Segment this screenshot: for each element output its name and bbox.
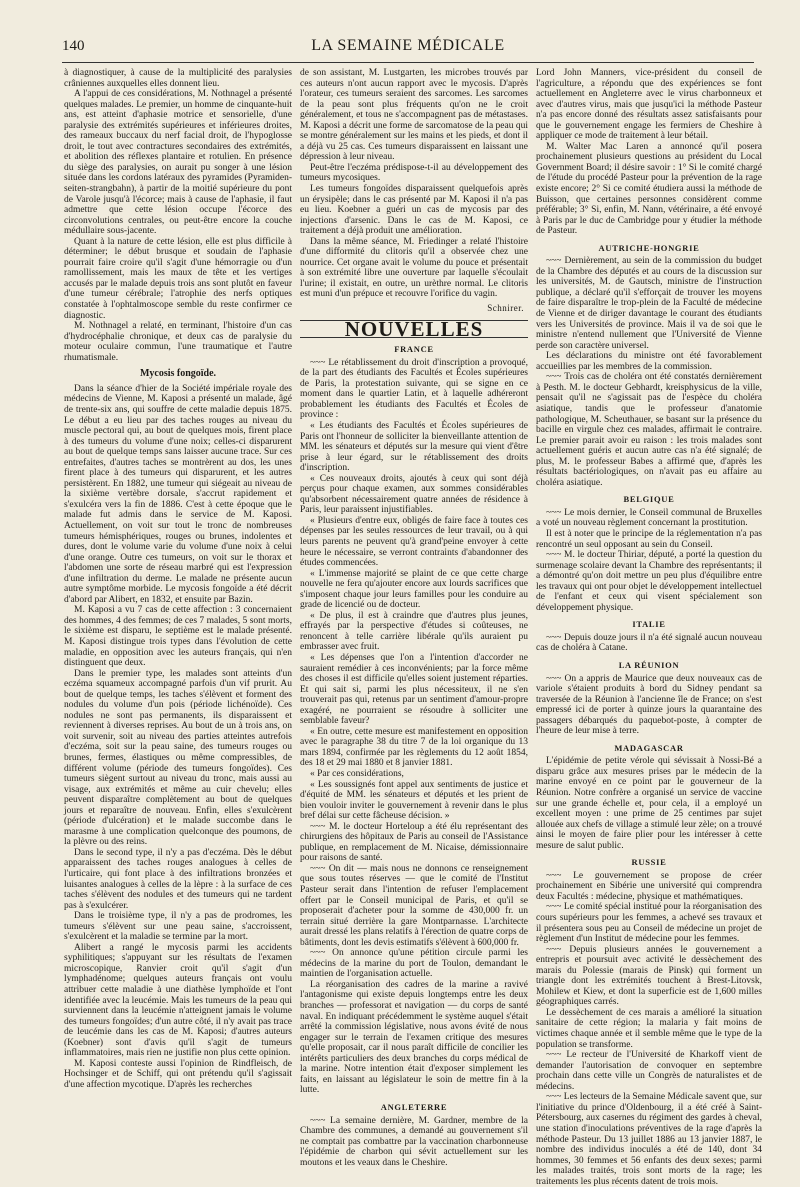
paragraph: Alibert a rangé le mycosis parmi les accidents syphilitiques; s'appuyant sur les résultats de l'examen microscopique, Ranvier croit qu'il s'agit d'un lymphadénome; quelques auteurs français ont voulu attribuer cette maladie à une diathèse lymphoïde et l'ont identifiée avec la leucémie. Mais les tumeurs de la peau qui surviennent dans la leucémie n'atteignent jamais le volume des tumeurs fongoïdes; d'un autre côté, il n'y avait pas trace de leucémie dans les cas de M. Kaposi; d'autres auteurs (Koebner) sont d'avis qu'il s'agit de tumeurs inflammatoires, mais rien ne justifie non plus cette opinion. — [64, 942, 292, 1059]
paragraph: Quant à la nature de cette lésion, elle est plus difficile à déterminer; le début brusque et soudain de l'aphasie pourrait faire croire qu'il s'agit d'une hémorragie ou d'un ramollissement, mais les maux de tête et les vertiges accusés par le malade depuis trois ans sont plutôt en faveur d'une tumeur cérébrale; l'atrophie des nerfs optiques constatée à l'ophtalmoscope semble du reste confirmer ce diagnostic. — [64, 236, 292, 321]
signature: Schnirer. — [487, 303, 524, 314]
paragraph: ~~~ La semaine dernière, M. Gardner, membre de la Chambre des communes, a demandé au gouvernement s'il ne comptait pas combattre par la vaccination charbonneuse l'épidémie de charbon qui sévit actuellement sur les moutons et les veaux dans le Cheshire. — [300, 1115, 528, 1168]
country-heading: BELGIQUE — [623, 494, 675, 505]
paragraph: « Les étudiants des Facultés et Écoles supérieures de Paris ont l'honneur de solliciter la bienveillante attention de MM. les sénateurs et députés sur la mesure qui vient d'être prise à leur égard, sur le rétablissement des droits d'inscription. — [300, 420, 528, 474]
paragraph: M. Kaposi a vu 7 cas de cette affection : 3 concernaient des hommes, 4 des femmes; de ces 7 malades, 5 sont morts, le sixième est disparu, le septième est le malade présenté. M. Kaposi distingue trois types dans l'évolution de cette maladie, en opposition avec les auteurs français, qui n'en distinguent que deux. — [64, 605, 292, 669]
paragraph: Dans le second type, il n'y a pas d'eczéma. Dès le début apparaissent des taches rouges analogues à celles de l'urticaire, qui font place à des infiltrations bronzées et luisantes analogues à celles de la lèpre : à la surface de ces taches s'élèvent des nodules et des tumeurs qui ne tardent pas à s'exulcérer. — [64, 847, 292, 911]
paragraph: « Les soussignés font appel aux sentiments de justice et d'équité de MM. les sénateurs et députés et les prient de bien vouloir inviter le gouvernement à revenir dans le plus bref délai sur cette fâcheuse décision. » — [300, 779, 528, 822]
paragraph: ~~~ Depuis plusieurs années le gouvernement a entrepris et poursuit avec activité le dessèchement des marais du Polessie (marais de Pinsk) qui forment un triangle dont les extrémités touchent à Brest-Litovsk, Mohilew et Kiew, et dont la superficie est de 1,600 milles géographiques carrés. — [536, 944, 762, 1008]
paragraph: ~~~ On a appris de Maurice que deux nouveaux cas de variole s'étaient produits à bord du Sidney pendant sa traversée de la Réunion à l'ancienne île de France; on s'est empressé ici de porter à quinze jours la quarantaine des passagers débarqués du paquebot-poste, à compter de l'heure de leur mise à terre. — [536, 673, 762, 737]
paragraph: ~~~ Le rétablissement du droit d'inscription a provoqué, de la part des étudiants des Facultés et Écoles supérieures de Paris, la protestation suivante, qui se signe en ce moment dans le quartier Latin, et à laquelle adhéreront probablement les étudiants des Facultés et Écoles de province : — [300, 357, 528, 421]
paragraph: L'épidémie de petite vérole qui sévissait à Nossi-Bé a disparu grâce aux mesures prises par le médecin de la marine envoyé en ce point par le gouverneur de la Réunion. Notre confrère a organisé un service de vaccine sur une grande échelle et, pour cela, il a employé un excellent moyen : une prime de 25 centimes par sujet allouée aux chefs de village a stimulé leur zèle; on a trouvé ainsi le moyen de faire plier pour les intéresser à cette mesure de salut public. — [536, 756, 762, 851]
paragraph: Le dessèchement de ces marais a amélioré la situation sanitaire de cette région; la malaria y fait moins de victimes chaque année et il semble même que le type de la population se transforme. — [536, 1007, 762, 1050]
paragraph: Peut-être l'eczéma prédispose-t-il au développement des tumeurs mycosiques. — [300, 162, 528, 184]
header-rule — [62, 62, 754, 63]
column-right — [536, 68, 762, 1187]
paragraph: Dans le premier type, les malades sont atteints d'un eczéma squameux accompagné parfois d'un vif prurit. Au bout de quelque temps, les taches s'élèvent et forment des nodules du volume d'un pois (période lichénoïde). Ces nodules ne sont pas permanents, ils disparaissent et reviennent à diverses reprises. Au bout de un à trois ans, on voit survenir, soit au niveau des parties atteintes autrefois d'eczéma, soit sur la peau saine, des tumeurs rouges ou brunes, fermes, élastiques ou même compressibles, de différent volume (période des tumeurs fongoïdes). Ces tumeurs siègent surtout au niveau du tronc, mais aussi au visage, aux extrémités et même au cuir chevelu; elles peuvent disparaître complètement au bout de quelques jours et reparaître de nouveau. Enfin, elles s'exulcèrent (période d'ulcération) et le malade succombe dans le marasme à une complication quelconque des poumons, de la plèvre ou des reins. — [64, 668, 292, 848]
paragraph: « En outre, cette mesure est manifestement en opposition avec le paragraphe 38 du titre 7 de la loi organique du 13 mars 1894, confirmée par les règlements du 12 août 1854, des 18 et 29 mai 1880 et 8 janvier 1881. — [300, 726, 528, 769]
paragraph: ~~~ On annonce qu'une pétition circule parmi les médecins de la marine du port de Toulon, demandant le maintien de l'organisation actuelle. — [300, 948, 528, 980]
journal-title: LA SEMAINE MÉDICALE — [311, 37, 505, 54]
paragraph: A l'appui de ces considérations, M. Nothnagel a présenté quelques malades. Le premier, un homme de cinquante-huit ans, est atteint d'aphasie motrice et sensorielle, d'une paralysie des extrémités supérieures et inférieures droites, des rameaux buccaux du nerf facial droit, de l'hypoglosse droit, le tout avec contractures secondaires des extrémités, et abolition des réflexes plantaire et rotulien. En présence du siège des paralysies, on aurait pu songer à une lésion située dans les cordons latéraux des pyramides (Pyramiden-seiten-strangbahn), à partir de la moitié supérieure du pont de Varole jusqu'à l'écorce; mais à cause de l'aphasie, il faut admettre que cette lésion occupe l'écorce des circonvolutions centrales, ou peut-être encore la couche médullaire sous-jacente. — [64, 89, 292, 237]
paragraph: M. Nothnagel a relaté, en terminant, l'histoire d'un cas d'hydrocéphalie chronique, et deux cas de paralysie du moteur oculaire commun, l'une traumatique et l'autre rhumatismale. — [64, 321, 292, 363]
paragraph: ~~~ M. le docteur Horteloup a été élu représentant des chirurgiens des hôpitaux de Paris au conseil de l'Assistance publique, en remplacement de M. Nicaise, démissionnaire pour raisons de santé. — [300, 821, 528, 864]
paragraph: ~~~ Les lecteurs de la Semaine Médicale savent que, sur l'initiative du prince d'Oldenbourg, il a été créé à Saint-Pétersbourg, aux casernes du régiment des gardes à cheval, une station d'inoculations préventives de la rage d'après la méthode Pasteur. Du 13 juillet 1886 au 13 janvier 1887, le nombre des individus inoculés a été de 140, dont 34 hommes, 30 femmes et 56 enfants des deux sexes; parmi les malades traités, trois sont morts de la rage; les traitements les plus récents datent de trois mois. — [536, 1092, 762, 1187]
paragraph: ~~~ On dit — mais nous ne donnons ce renseignement que sous toutes réserves — que le comité de l'Institut Pasteur serait dans l'intention de refuser l'emplacement offert par le Conseil municipal de Paris, et qu'il se proposerait d'acheter pour la somme de 430,000 fr. un terrain situé derrière la gare Montparnasse. L'architecte aurait dressé les plans relatifs à l'érection de quatre corps de bâtiments, dont les devis estimatifs s'élèvent à 600,000 fr. — [300, 863, 528, 948]
paragraph: Les déclarations du ministre ont été favorablement accueillies par les membres de la commission. — [536, 351, 762, 372]
country-heading: LA RÉUNION — [618, 659, 680, 670]
paragraph: ~~~ Dernièrement, au sein de la commission du budget de la Chambre des députés et au cours de la discussion sur les universités, M. de Gautsch, ministre de l'instruction publique, a déclaré qu'il s'efforçait de trouver les moyens de faire disparaître le trop-plein de la Faculté de médecine de Vienne et de diriger davantage le courant des étudiants vers les Universités de province. Mais il va de soi que le ministre n'entend nullement que l'Université de Vienne perde son caractère universel. — [536, 256, 762, 351]
paragraph: « Les dépenses que l'on a l'intention d'accorder ne sauraient remédier à ces inconvénients; par la force même des choses il est difficile qu'elles soient justement réparties. Et qui sait si, parmi les plus nécessiteux, il ne s'en trouverait pas qui, retenus par un sentiment d'amour-propre exagéré, ne pourraient se résoudre à solliciter une semblable faveur? — [300, 652, 528, 727]
country-heading: ITALIE — [632, 619, 666, 630]
paragraph: Dans le troisième type, il n'y a pas de prodromes, les tumeurs s'élèvent sur une peau saine, s'accroissent, s'exulcèrent et la maladie se termine par la mort. — [64, 911, 292, 943]
country-heading: AUTRICHE-HONGRIE — [598, 242, 700, 253]
paragraph: de son assistant, M. Lustgarten, les microbes trouvés par ces auteurs n'ont aucun rapport avec le mycosis. D'après l'orateur, ces tumeurs seraient des sarcomes. Les sarcomes de la peau sont plus fréquents qu'on ne le croit généralement, et tous ne s'accompagnent pas de métastases. M. Kaposi a décrit une forme de sarcomatose de la peau qui se montre généralement sur les mains et les pieds, et dont il a déjà vu 25 cas. Ces tumeurs disparaissent en laissant une dépression à leur niveau. — [300, 68, 528, 163]
column-left — [64, 68, 292, 1112]
paragraph: M. Kaposi conteste aussi l'opinion de Rindfleisch, de Hochsinger et de Schiff, qui ont prétendu qu'il s'agissait d'une affection mycotique. D'après les recherches — [64, 1058, 292, 1090]
country-heading: FRANCE — [394, 344, 434, 355]
country-heading: MADAGASCAR — [614, 742, 684, 753]
paragraph: ~~~ Le gouvernement se propose de créer prochainement en Sibérie une université qui comprendra deux Facultés : médecine, physique et mathématiques. — [536, 870, 762, 902]
paragraph: « Par ces considérations, — [310, 769, 404, 779]
paragraph: M. Walter Mac Laren a annoncé qu'il posera prochainement plusieurs questions au président du Local Government Board; il désire savoir : 1° Si le comité chargé de l'étude du procédé Pasteur pour la prévention de la rage existe encore; 2° Si ce comité étudiera aussi la méthode de Buisson, que certaines personnes considèrent comme préférable; 3° Si, enfin, M. Nann, vétérinaire, a été envoyé à Paris par le duc de Cambridge pour y étudier la méthode de Pasteur. — [536, 141, 762, 237]
paragraph: « Ces nouveaux droits, ajoutés à ceux qui sont déjà perçus pour chaque examen, aux sommes considérables qu'absorbent nécessairement quatre années de résidence à Paris, leur paraissent injustifiables. — [300, 473, 528, 516]
column-middle — [300, 68, 528, 1168]
paragraph: ~~~ Le comité spécial institué pour la réorganisation des cours supérieurs pour les femmes, a achevé ses travaux et il présentera sous peu au Conseil de médecine un projet de règlement d'un Institut de médecine pour les femmes. — [536, 902, 762, 945]
paragraph: ~~~ Le recteur de l'Université de Kharkoff vient de demander l'autorisation de convoquer en septembre prochain dans cette ville un Congrès de naturalistes et de médecins. — [536, 1050, 762, 1092]
page-header — [62, 38, 754, 60]
paragraph: ~~~ Depuis douze jours il n'a été signalé aucun nouveau cas de choléra à Catane. — [536, 632, 762, 654]
nouvelles-title: NOUVELLES — [300, 320, 528, 339]
paragraph: Lord John Manners, vice-président du conseil de l'agriculture, a répondu que des expériences se font actuellement en Angleterre avec le virus charbonneux et avec d'autres virus, mais que jusqu'ici la méthode Pasteur n'a pas encore donné des résultats assez satisfaisants pour que le gouvernement engage les fermiers de Cheshire à appliquer ce mode de traitement à leur bétail. — [536, 68, 762, 142]
paragraph: Les tumeurs fongoïdes disparaissent quelquefois après un érysipèle; dans le cas présenté par M. Kaposi il n'a pas eu lieu. Koebner a guéri un cas de mycosis par des injections d'arsenic. Dans le cas de M. Kaposi, ce traitement a déjà produit une amélioration. — [300, 184, 528, 237]
paragraph: ~~~ Le mois dernier, le Conseil communal de Bruxelles a voté un nouveau règlement concernant la prostitution. — [536, 507, 762, 529]
paragraph: à diagnostiquer, à cause de la multiplicité des paralysies crâniennes auxquelles elles donnent lieu. — [64, 68, 292, 89]
paragraph: ~~~ M. le docteur Thiriar, député, a porté la question du surmenage scolaire devant la Chambre des représentants; il a démontré qu'on doit mettre un peu plus d'équilibre entre les travaux qui ont pour objet le développement intellectuel de l'enfant et ceux qui visent spécialement son développement physique. — [536, 550, 762, 613]
paragraph: « L'immense majorité se plaint de ce que cette charge nouvelle ne fera qu'ajouter encore aux lourds sacrifices que s'imposent chaque jour leurs familles pour les conduire au grade de licencié ou de docteur. — [300, 568, 528, 611]
country-heading: ANGLETERRE — [380, 1101, 448, 1112]
paragraph: « Plusieurs d'entre eux, obligés de faire face à toutes ces dépenses par les seules ressources de leur travail, ou à qui leurs parents ne peuvent qu'à grand'peine envoyer à cette heure le nécessaire, se verront contraints d'abandonner des études commencées. — [300, 515, 528, 569]
page-number: 140 — [62, 38, 85, 54]
paragraph: ~~~ Trois cas de choléra ont été constatés dernièrement à Pesth. M. le docteur Gebhardt, kreisphysicus de la ville, pensait qu'il ne s'agissait pas de l'espèce du choléra asiatique, tandis que le professeur d'anatomie pathologique, M. Scheuthauer, se basant sur la présence du bacille en virgule chez ces malades, affirmait le contraire. Le premier parait avoir eu raison : les trois malades sont actuellement guéris et aucun autre cas n'a été signalé; de plus, M. le professeur Babes a affirmé que, d'après les résultats bactériologiques, on n'avait pas eu affaire au choléra asiatique. — [536, 372, 762, 488]
paragraph: Dans la même séance, M. Friedinger a relaté l'histoire d'une difformité du clitoris qu'il a observée chez une nourrice. Cet organe avait le volume du pouce et présentait à son extrémité libre une ouverture par laquelle s'écoulait l'urine; il existait, en outre, un urèthre normal. Le clitoris est muni d'un prépuce et recouvre l'orifice du vagin. — [300, 236, 528, 300]
paragraph: « De plus, il est à craindre que d'autres plus jeunes, effrayés par la perspective d'études si coûteuses, ne renoncent à telle carrière libérale qu'ils auraient pu embrasser avec fruit. — [300, 610, 528, 653]
paragraph: Dans la séance d'hier de la Société impériale royale des médecins de Vienne, M. Kaposi a présenté un malade, âgé de trente-six ans, qui souffre de cette maladie depuis 1875. Le début a eu lieu par des taches rouges au niveau du muscle pectoral qui, au bout de quelques mois, firent place à des tumeurs du volume d'une noix; celles-ci disparurent au bout de quelque temps sans laisser aucune trace. Sur ces entrefaites, d'autres taches se montrèrent au dos, les unes firent place à des tumeurs qui disparurent, et les autres persistèrent. En 1882, une tumeur qui siégeait au niveau de la sixième vertèbre dorsale, s'accrut rapidement et s'exulcéra vers la fin de 1886. C'est à cette époque que le malade fut admis dans le service de M. Kaposi. Actuellement, on voit sur tout le tronc de nombreuses tumeurs hémisphériques, rouges ou brunes, indolentes et dures, dont le volume varie du volume d'une noix à celui d'une orange. Outre ces tumeurs, on voit sur le thorax et l'abdomen une sorte de réseau marbré qui est l'expression d'une infiltration du derme. Le malade ne présente aucun autre symptôme morbide. Le mycosis fongoïde a été décrit d'abord par Alibert, en 1832, et ensuite par Bazin. — [64, 383, 292, 605]
paragraph: La réorganisation des cadres de la marine a ravivé l'antagonisme qui existe depuis longtemps entre les deux branches — professorat et navigation — du corps de santé naval. En indiquant précédemment le système auquel s'était arrêté la commission législative, nous avons évité de nous engager sur le terrain de l'examen critique des mesures qu'elle proposait, car il nous paraît difficile de concilier les intérêts particuliers des deux branches du corps médical de la marine. Notre intention était d'exposer simplement les faits, en laissant au législateur le soin de mettre fin à la lutte. — [300, 979, 528, 1096]
section-heading: Mycosis fongoïde. — [139, 368, 217, 380]
country-heading: RUSSIE — [631, 857, 667, 868]
paragraph: Il est à noter que le principe de la réglementation n'a pas rencontré un seul opposant au sein du Conseil. — [536, 528, 762, 550]
